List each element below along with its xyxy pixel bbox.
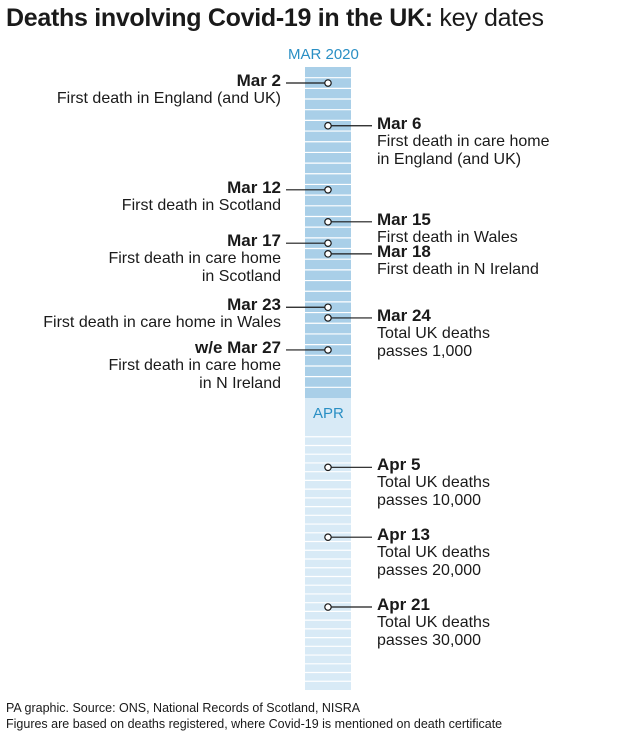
event-date: Mar 23: [227, 295, 281, 315]
event-date: Apr 5: [377, 455, 421, 475]
footer-note: Figures are based on deaths registered, where Covid-19 is mentioned on death certificate: [6, 717, 503, 731]
event-marker: [325, 123, 331, 129]
event-mar17: [108, 232, 281, 286]
event-description: in N Ireland: [199, 374, 281, 392]
event-apr21: [377, 596, 490, 650]
event-date: Mar 2: [236, 71, 281, 91]
event-description: Total UK deaths: [377, 474, 490, 492]
event-description: First death in care home: [108, 356, 281, 374]
title-bold: Deaths involving Covid-19 in the UK:: [6, 4, 433, 32]
event-mar27: [108, 339, 281, 393]
event-date: Apr 13: [377, 525, 430, 545]
event-mar24: [377, 307, 490, 361]
event-mar12: [122, 179, 281, 215]
event-date: Apr 21: [377, 595, 430, 615]
event-mar6: [377, 115, 550, 169]
month-label-april: APR: [313, 405, 344, 422]
event-marker: [325, 187, 331, 193]
event-description: in Scotland: [201, 268, 281, 286]
event-description: First death in care home in Wales: [43, 314, 281, 332]
event-date: Mar 18: [377, 241, 431, 261]
event-description: First death in Wales: [377, 228, 518, 246]
event-marker: [325, 219, 331, 225]
event-marker: [325, 80, 331, 86]
event-description: passes 10,000: [377, 492, 482, 510]
event-mar23: [43, 296, 281, 332]
event-description: First death in care home: [108, 250, 281, 268]
event-description: passes 20,000: [377, 562, 482, 580]
event-marker: [325, 347, 331, 353]
event-marker: [325, 240, 331, 246]
footer: [6, 700, 502, 732]
event-description: First death in Scotland: [121, 196, 281, 214]
event-date: Mar 17: [227, 231, 281, 251]
event-mar2: [57, 72, 281, 108]
event-description: Total UK deaths: [377, 614, 490, 632]
event-description: in England (and UK): [377, 150, 522, 168]
event-date: Mar 12: [227, 177, 281, 197]
event-description: passes 1,000: [377, 342, 473, 360]
event-marker: [325, 304, 331, 310]
footer-source: PA graphic. Source: ONS, National Records of Scotland, NISRA: [6, 701, 361, 715]
event-marker: [325, 315, 331, 321]
event-description: passes 30,000: [377, 632, 482, 650]
title-light: key dates: [432, 4, 544, 32]
event-date: Mar 6: [377, 113, 422, 133]
month-label-march: MAR 2020: [288, 46, 359, 63]
event-date: w/e Mar 27: [195, 337, 281, 357]
event-description: Total UK deaths: [377, 544, 490, 562]
event-date: Mar 15: [377, 209, 431, 229]
event-description: First death in England (and UK): [56, 90, 281, 108]
event-description: First death in N Ireland: [377, 260, 539, 278]
event-marker: [325, 534, 331, 540]
event-marker: [325, 464, 331, 470]
event-marker: [325, 604, 331, 610]
event-description: First death in care home: [377, 132, 550, 150]
event-date: Mar 24: [377, 305, 431, 325]
event-apr13: [377, 526, 490, 580]
event-mar18: [377, 243, 539, 279]
event-apr5: [377, 456, 490, 510]
event-marker: [325, 251, 331, 257]
event-description: Total UK deaths: [377, 324, 490, 342]
